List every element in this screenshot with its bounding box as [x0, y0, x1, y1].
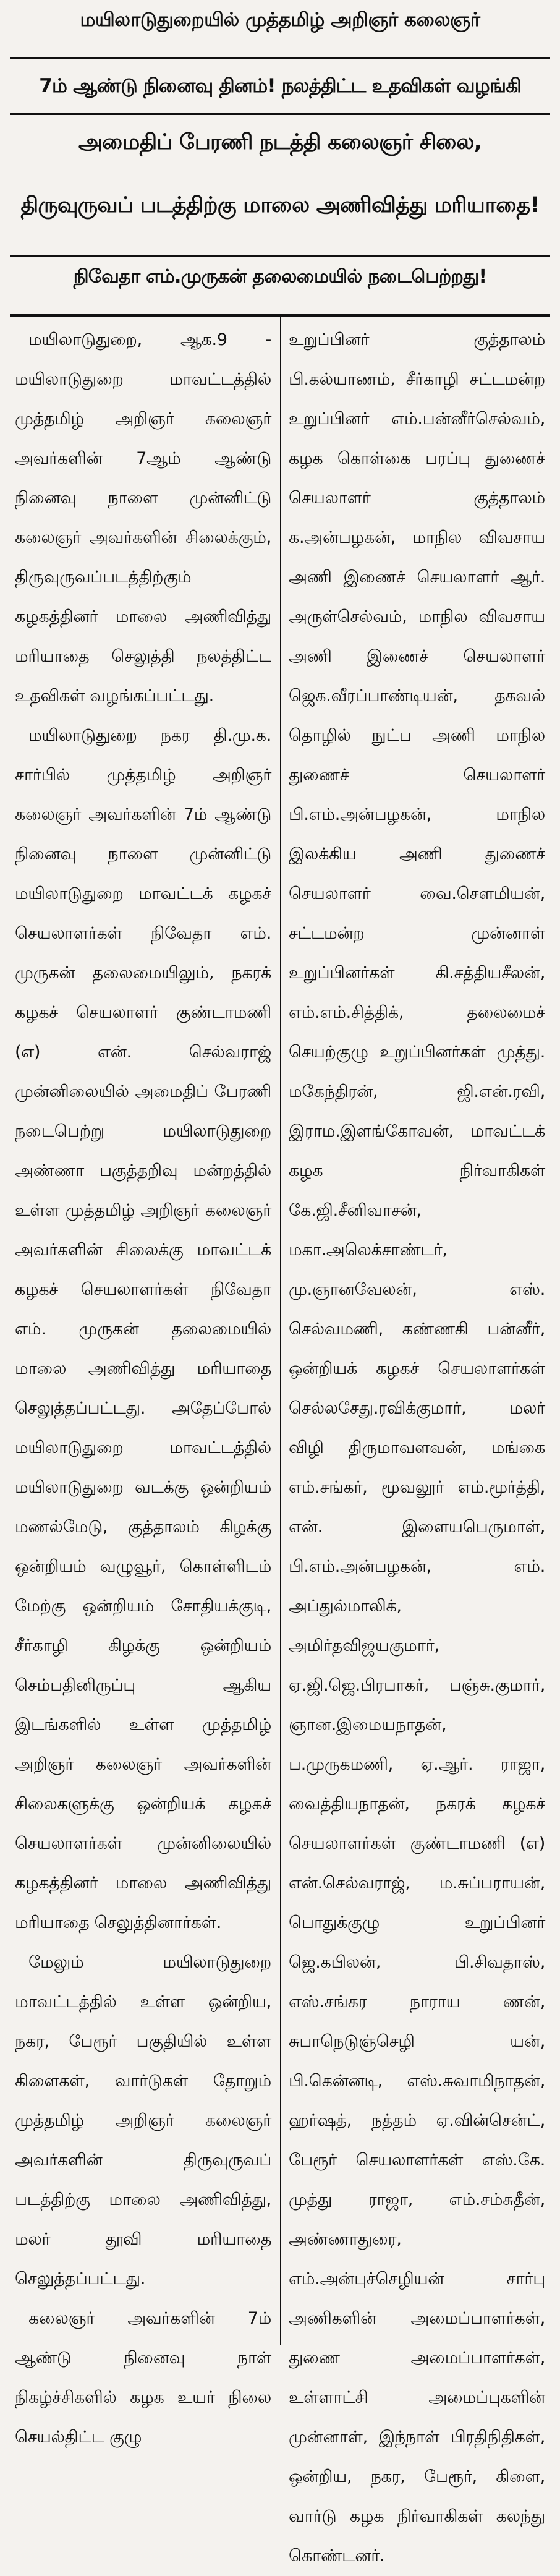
headline-line-1: அமைதிப் பேரணி நடத்தி கலைஞர் சிலை,: [78, 130, 482, 155]
left-paragraph-2: மயிலாடுதுறை நகர தி.மு.க. சார்பில் முத்தமிழ் அறிஞர் கலைஞர் அவர்களின் 7ம் ஆண்டு நினைவு நாளை முன்னிட்டு மயிலாடுதுறை மாவட்டக் கழகச் செயலாளர்கள் நிவேதா எம். முருகன் தலைமையிலும், நகரக் கழகச் செயலாளர் குண்டாமணி (எ) என். செல்வராஜ் முன்னிலையில் அமைதிப் பேரணி நடைபெற்று மயிலாடுதுறை அண்ணா பகுத்தறிவு மன்றத்தில் உள்ள முத்தமிழ் அறிஞர் கலைஞர் அவர்களின் சிலைக்கு மாவட்டக் கழகச் செயலாளர்கள் நிவேதா எம். முருகன் தலைமையில் மாலை அணிவித்து மரியாதை செலுத்தப்பட்டது. அதேப்போல் மயிலாடுதுறை மாவட்டத்தில் மயிலாடுதுறை வடக்கு ஒன்றியம் மணல்மேடு, குத்தாலம் கிழக்கு ஒன்றியம் வழுவூர், கொள்ளிடம் மேற்கு ஒன்றியம் சோதியக்குடி, சீர்காழி கிழக்கு ஒன்றியம் செம்பதினிருப்பு ஆகிய இடங்களில் உள்ள முத்தமிழ் அறிஞர் கலைஞர் அவர்களின் சிலைகளுக்கு ஒன்றியக் கழகச் செயலாளர்கள் முன்னிலையில் கழகத்தினர் மாலை அணிவித்து மரியாதை செலுத்தினார்கள்.: [15, 726, 271, 1932]
article-body: [6, 317, 554, 2565]
headline-line-2: திருவுருவப் படத்திற்கு மாலை அணிவித்து மரியாதை!: [20, 193, 540, 218]
kicker-line-2: 7ம் ஆண்டு நினைவு தினம்! நலத்திட்ட உதவிகள் வழங்கி: [39, 75, 521, 97]
kicker-line-1: மயிலாடுதுறையில் முத்தமிழ் அறிஞர் கலைஞர்: [80, 9, 480, 31]
subheadline: நிவேதா எம்.முருகன் தலைமையில் நடைபெற்றது!: [73, 266, 487, 288]
left-paragraph-4: கலைஞர் அவர்களின் 7ம் ஆண்டு நினைவு நாள் நிகழ்ச்சிகளில் கழக உயர் நிலை செயல்திட்ட குழு: [15, 2309, 271, 2447]
right-column: [280, 317, 554, 2565]
left-column: [6, 317, 280, 2447]
right-paragraph-1: உறுப்பினர் குத்தாலம் பி.கல்யாணம், சீர்காழி சட்டமன்ற உறுப்பினர் எம்.பன்னீர்செல்வம், கழக கொள்கை பரப்பு துணைச் செயலாளர் குத்தாலம் க.அன்பழகன், மாநில விவசாய அணி இணைச் செயலாளர் ஆர். அருள்செல்வம், மாநில விவசாய அணி இணைச் செயலாளர் ஜெக.வீரப்பாண்டியன், தகவல் தொழில் நுட்ப அணி மாநில துணைச் செயலாளர் பி.எம்.அன்பழகன், மாநில இலக்கிய அணி துணைச் செயலாளர் வை.சௌமியன், சட்டமன்ற முன்னாள் உறுப்பினர்கள் கி.சத்தியசீலன், எம்.எம்.சித்திக், தலைமைச் செயற்குழு உறுப்பினர்கள் முத்து. மகேந்திரன், ஜி.என்.ரவி, இராம.இளங்கோவன், மாவட்டக் கழக நிர்வாகிகள் கே.ஜி.சீனிவாசன், மகா.அலெக்சாண்டர், மு.ஞானவேலன், எஸ். செல்வமணி, கண்ணகி பன்னீர், ஒன்றியக் கழகச் செயலாளர்கள் செல்லசேது.ரவிக்குமார், மலர் விழி திருமாவளவன், மங்கை எம்.சங்கர், மூவலூர் எம்.மூர்த்தி, என். இளையபெருமாள், பி.எம்.அன்பழகன், எம். அப்துல்மாலிக், அமிர்தவிஜயகுமார், ஏ.ஜி.ஜெ.பிரபாகர், பஞ்சு.குமார், ஞான.இமையநாதன், ப.முருகமணி, ஏ.ஆர். ராஜா, வைத்தியநாதன், நகரக் கழகச் செயலாளர்கள் குண்டாமணி (எ) என்.செல்வராஜ், ம.சுப்பராயன், பொதுக்குழு உறுப்பினர் ஜெ.கபிலன், பி.சிவதாஸ், எஸ்.சங்கர நாராய ணன், சுபாநெடுஞ்செழி யன், பி.கென்னடி, எஸ்.சுவாமிநாதன், ஹர்ஷத், நத்தம் ஏ.வின்சென்ட், பேரூர் செயலாளர்கள் எஸ்.கே. முத்து ராஜா, எம்.சம்சுதீன், அண்ணாதுரை, எம்.அன்புச்செழியன் சார்பு அணிகளின் அமைப்பாளர்கள், துணை அமைப்பாளர்கள், உள்ளாட்சி அமைப்புகளின் முன்னாள், இந்நாள் பிரதிநிதிகள், ஒன்றிய, நகர, பேரூர், கிளை, வார்டு கழக நிர்வாகிகள் கலந்து கொண்டனர்.: [289, 330, 545, 2565]
column-divider: [280, 317, 281, 2345]
left-paragraph-1: மயிலாடுதுறை, ஆக.9 - மயிலாடுதுறை மாவட்டத்தில் முத்தமிழ் அறிஞர் கலைஞர் அவர்களின் 7ஆம் ஆண்டு நினைவு நாளை முன்னிட்டு கலைஞர் அவர்களின் சிலைக்கும், திருவுருவப்படத்திற்கும் கழகத்தினர் மாலை அணிவித்து மரியாதை செலுத்தி நலத்திட்ட உதவிகள் வழங்கப்பட்டது.: [15, 330, 271, 706]
left-paragraph-3: மேலும் மயிலாடுதுறை மாவட்டத்தில் உள்ள ஒன்றிய, நகர, பேரூர் பகுதியில் உள்ள கிளைகள், வார்டுகள் தோறும் முத்தமிழ் அறிஞர் கலைஞர் அவர்களின் திருவுருவப் படத்திற்கு மாலை அணிவித்து, மலர் தூவி மரியாதை செலுத்தப்பட்டது.: [15, 1953, 271, 2288]
